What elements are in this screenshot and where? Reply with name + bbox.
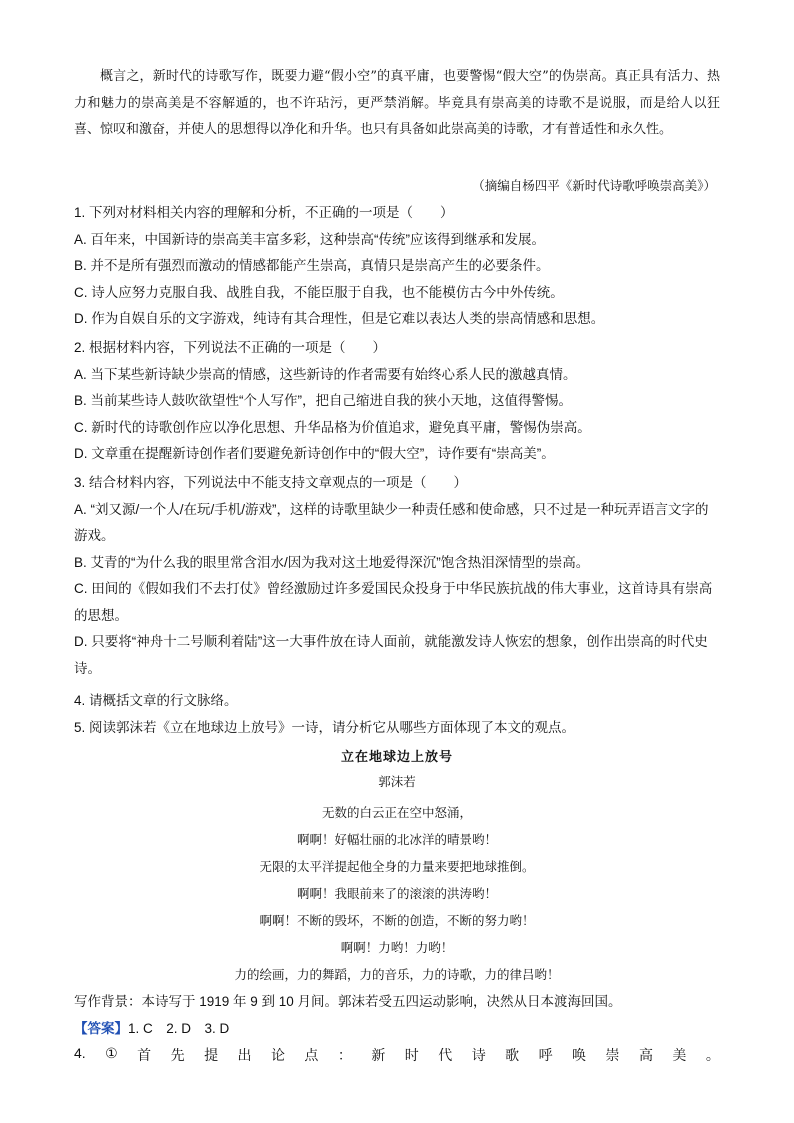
answer-4-char: 时 xyxy=(404,1047,419,1063)
option-d: D. 只要将“神舟十二号顺利着陆”这一大事件放在诗人面前，就能激发诗人恢宏的想象，创作出崇高的时代史诗。 xyxy=(74,634,708,676)
question-2 xyxy=(74,335,720,468)
answer-4-char: 首 xyxy=(137,1047,152,1063)
answer-4-char: ① xyxy=(105,1045,118,1061)
answer-4-char: 唤 xyxy=(572,1047,587,1063)
answer-4-char: 高 xyxy=(638,1047,653,1063)
answer-4-char: 先 xyxy=(170,1047,185,1063)
poem-line: 啊啊！好幅壮丽的北冰洋的晴景哟！ xyxy=(296,832,497,847)
question-4-5 xyxy=(74,688,720,741)
answer-4-char: 美 xyxy=(672,1047,687,1063)
poem-line: 无数的白云正在空中怒涌， xyxy=(321,805,472,820)
option-a: A. 百年来，中国新诗的崇高美丰富多彩，这种崇高“传统”应该得到继承和发展。 xyxy=(74,231,545,247)
answer-4-char: 。 xyxy=(705,1047,720,1063)
answer-4-char: 点 xyxy=(304,1047,319,1063)
poem-line: 啊啊！力哟！力哟！ xyxy=(340,940,454,955)
option-a: A. “刘又源/一个人/在玩/手机/游戏”，这样的诗歌里缺少一种责任感和使命感，只不过是一种玩弄语言文字的游戏。 xyxy=(74,501,709,543)
poem-line: 无限的太平洋提起他全身的力量来要把地球推倒。 xyxy=(259,859,535,874)
question-stem: 2. 根据材料内容，下列说法不正确的一项是（ ） xyxy=(74,340,387,355)
option-c: C. 田间的《假如我们不去打仗》曾经激励过许多爱国民众投身于中华民族抗战的伟大事业，这首诗具有崇高的思想。 xyxy=(74,581,713,623)
poem-title: 立在地球边上放号 xyxy=(340,750,453,765)
answer-4-line xyxy=(74,1045,720,1065)
answer-4-char: 崇 xyxy=(605,1047,620,1063)
option-c: C. 诗人应努力克服自我、战胜自我，不能臣服于自我，也不能模仿古今中外传统。 xyxy=(74,284,564,300)
question-4-stem: 4. 请概括文章的行文脉络。 xyxy=(74,693,238,708)
answer-4-char: 新 xyxy=(371,1047,386,1063)
intro-paragraph: 概言之，新时代的诗歌写作，既要力避“假小空”的真平庸，也要警惕“假大空”的伪崇高。真正具有活力、热力和魅力的崇高美是不容解遁的，也不许玷污，更严禁消解。毕竟具有崇高美的诗歌不是说服，而是给人以狂喜、惊叹和激奋，并使人的思想得以净化和升华。也只有具备如此崇高美的诗歌，才有普适性和永久性。 xyxy=(74,69,720,137)
answer-text: 1. C 2. D 3. D xyxy=(128,1021,230,1036)
answer-line xyxy=(74,1020,720,1038)
writing-background: 写作背景：本诗写于 1919 年 9 到 10 月间。郭沫若受五四运动影响，决然从日本渡海回国。 xyxy=(74,994,622,1009)
answer-4-char: 论 xyxy=(270,1047,285,1063)
question-stem: 3. 结合材料内容，下列说法中不能支持文章观点的一项是（ ） xyxy=(74,475,468,490)
poem-line: 啊啊！我眼前来了的滚滚的洪涛哟！ xyxy=(296,886,497,901)
poem-line: 啊啊！不断的毁坏，不断的创造，不断的努力哟！ xyxy=(259,913,535,928)
answer-4-char: ： xyxy=(337,1047,352,1063)
question-5-stem: 5. 阅读郭沫若《立在地球边上放号》一诗，请分析它从哪些方面体现了本文的观点。 xyxy=(74,719,576,735)
option-b: B. 艾青的“为什么我的眼里常含泪水/因为我对这土地爱得深沉”饱含热泪深情型的崇高。 xyxy=(74,554,590,570)
option-d: D. 文章重在提醒新诗创作者们要避免新诗创作中的“假大空”，诗作要有“崇高美”。 xyxy=(74,446,555,461)
option-a: A. 当下某些新诗缺少崇高的情感，这些新诗的作者需要有始终心系人民的激越真情。 xyxy=(74,366,577,382)
option-d: D. 作为自娱自乐的文字游戏，纯诗有其合理性，但是它难以表达人类的崇高情感和思想。 xyxy=(74,311,605,326)
answer-4-char: 代 xyxy=(438,1047,453,1063)
answer-4-char: 歌 xyxy=(505,1047,520,1063)
answer-4-char: 出 xyxy=(237,1047,252,1063)
poem-author: 郭沫若 xyxy=(378,774,416,789)
option-b: B. 当前某些诗人鼓吹欲望性“个人写作”，把自己缩进自我的狭小天地，这值得警惕。 xyxy=(74,393,572,408)
answer-4-char: 呼 xyxy=(538,1047,553,1063)
option-c: C. 新时代的诗歌创作应以净化思想、升华品格为价值追求，避免真平庸，警惕伪崇高。 xyxy=(74,419,591,435)
question-stem: 1. 下列对材料相关内容的理解和分析，不正确的一项是（ ） xyxy=(74,205,454,220)
option-b: B. 并不是所有强烈而激动的情感都能产生崇高，真情只是崇高产生的必要条件。 xyxy=(74,258,550,273)
question-3 xyxy=(74,470,720,682)
answer-4-char: 诗 xyxy=(471,1047,486,1063)
question-1 xyxy=(74,200,720,333)
answer-4-char: 提 xyxy=(204,1047,219,1063)
source-citation: （摘编自杨四平《新时代诗歌呼唤崇高美》） xyxy=(472,178,716,193)
answer-4-char: 4. xyxy=(74,1045,86,1061)
answer-label: 【答案】 xyxy=(74,1021,128,1036)
poem-line: 力的绘画，力的舞蹈，力的音乐，力的诗歌，力的律吕哟！ xyxy=(234,967,560,982)
